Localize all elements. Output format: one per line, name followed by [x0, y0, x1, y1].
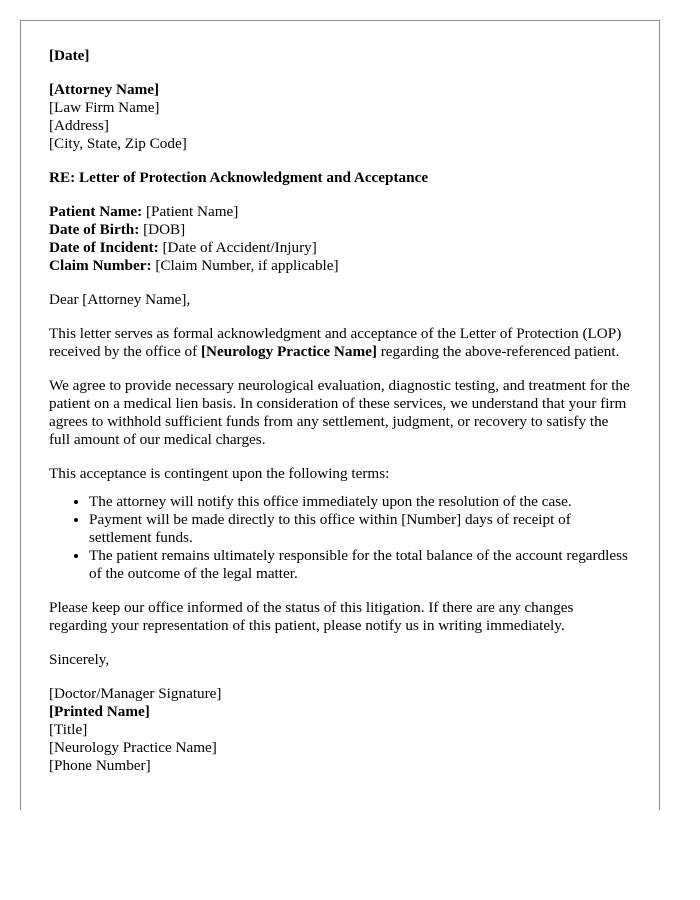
claim-row	[49, 257, 631, 275]
terms-intro: This acceptance is contingent upon the following terms:	[49, 465, 390, 482]
recipient-block	[49, 81, 631, 153]
printed-name: [Printed Name]	[49, 703, 150, 720]
patient-info-block	[49, 203, 631, 275]
signature-block	[49, 685, 631, 775]
list-item: • The attorney will notify this office immediately upon the resolution of the case.	[89, 493, 631, 511]
date-line	[49, 47, 631, 65]
claim-label: Claim Number:	[49, 257, 152, 274]
law-firm-name: [Law Firm Name]	[49, 99, 160, 116]
paragraph1-after: regarding the above-referenced patient.	[376, 343, 620, 360]
phone-number: [Phone Number]	[49, 757, 151, 774]
practice-name: [Neurology Practice Name]	[49, 739, 217, 756]
terms-list	[49, 493, 631, 583]
dob-row	[49, 221, 631, 239]
dob-value: [DOB]	[139, 221, 186, 238]
letter-page	[20, 20, 660, 810]
signer-title: [Title]	[49, 721, 88, 738]
list-item: • Payment will be made directly to this office within [Number] days of receipt of settlement funds.	[89, 511, 631, 547]
closing: Sincerely,	[49, 651, 110, 668]
incident-row	[49, 239, 631, 257]
paragraph-services: We agree to provide necessary neurological evaluation, diagnostic testing, and treatment for the patient on a medical lien basis. In consideration of these services, we understand that your firm agrees to withhold sufficient funds from any settlement, judgment, or recovery to satisfy the full amount of our medical charges.	[49, 377, 630, 448]
incident-label: Date of Incident:	[49, 239, 159, 256]
paragraph-updates: Please keep our office informed of the status of this litigation. If there are any changes regarding your representation of this patient, please notify us in writing immediately.	[49, 599, 574, 634]
patient-name-label: Patient Name:	[49, 203, 143, 220]
patient-name-value: [Patient Name]	[142, 203, 239, 220]
dob-label: Date of Birth:	[49, 221, 140, 238]
claim-value: [Claim Number, if applicable]	[151, 257, 339, 274]
list-item: • The patient remains ultimately responsible for the total balance of the account regardless of the outcome of the legal matter.	[89, 547, 631, 583]
paragraph-acknowledgment	[49, 325, 631, 361]
incident-value: [Date of Accident/Injury]	[158, 239, 317, 256]
subject-line	[49, 169, 631, 187]
patient-name-row	[49, 203, 631, 221]
date-text: [Date]	[49, 47, 90, 64]
recipient-city-state-zip: [City, State, Zip Code]	[49, 135, 187, 152]
signature-line: [Doctor/Manager Signature]	[49, 685, 222, 702]
attorney-name: [Attorney Name]	[49, 81, 160, 98]
paragraph1-before: This letter serves as formal acknowledgment and acceptance of the Letter of Protection (LOP) received by the office of	[49, 325, 622, 360]
subject-text: RE: Letter of Protection Acknowledgment and Acceptance	[49, 169, 429, 186]
recipient-address: [Address]	[49, 117, 109, 134]
paragraph1-practice-name: [Neurology Practice Name]	[200, 343, 377, 360]
salutation: Dear [Attorney Name],	[49, 291, 191, 308]
